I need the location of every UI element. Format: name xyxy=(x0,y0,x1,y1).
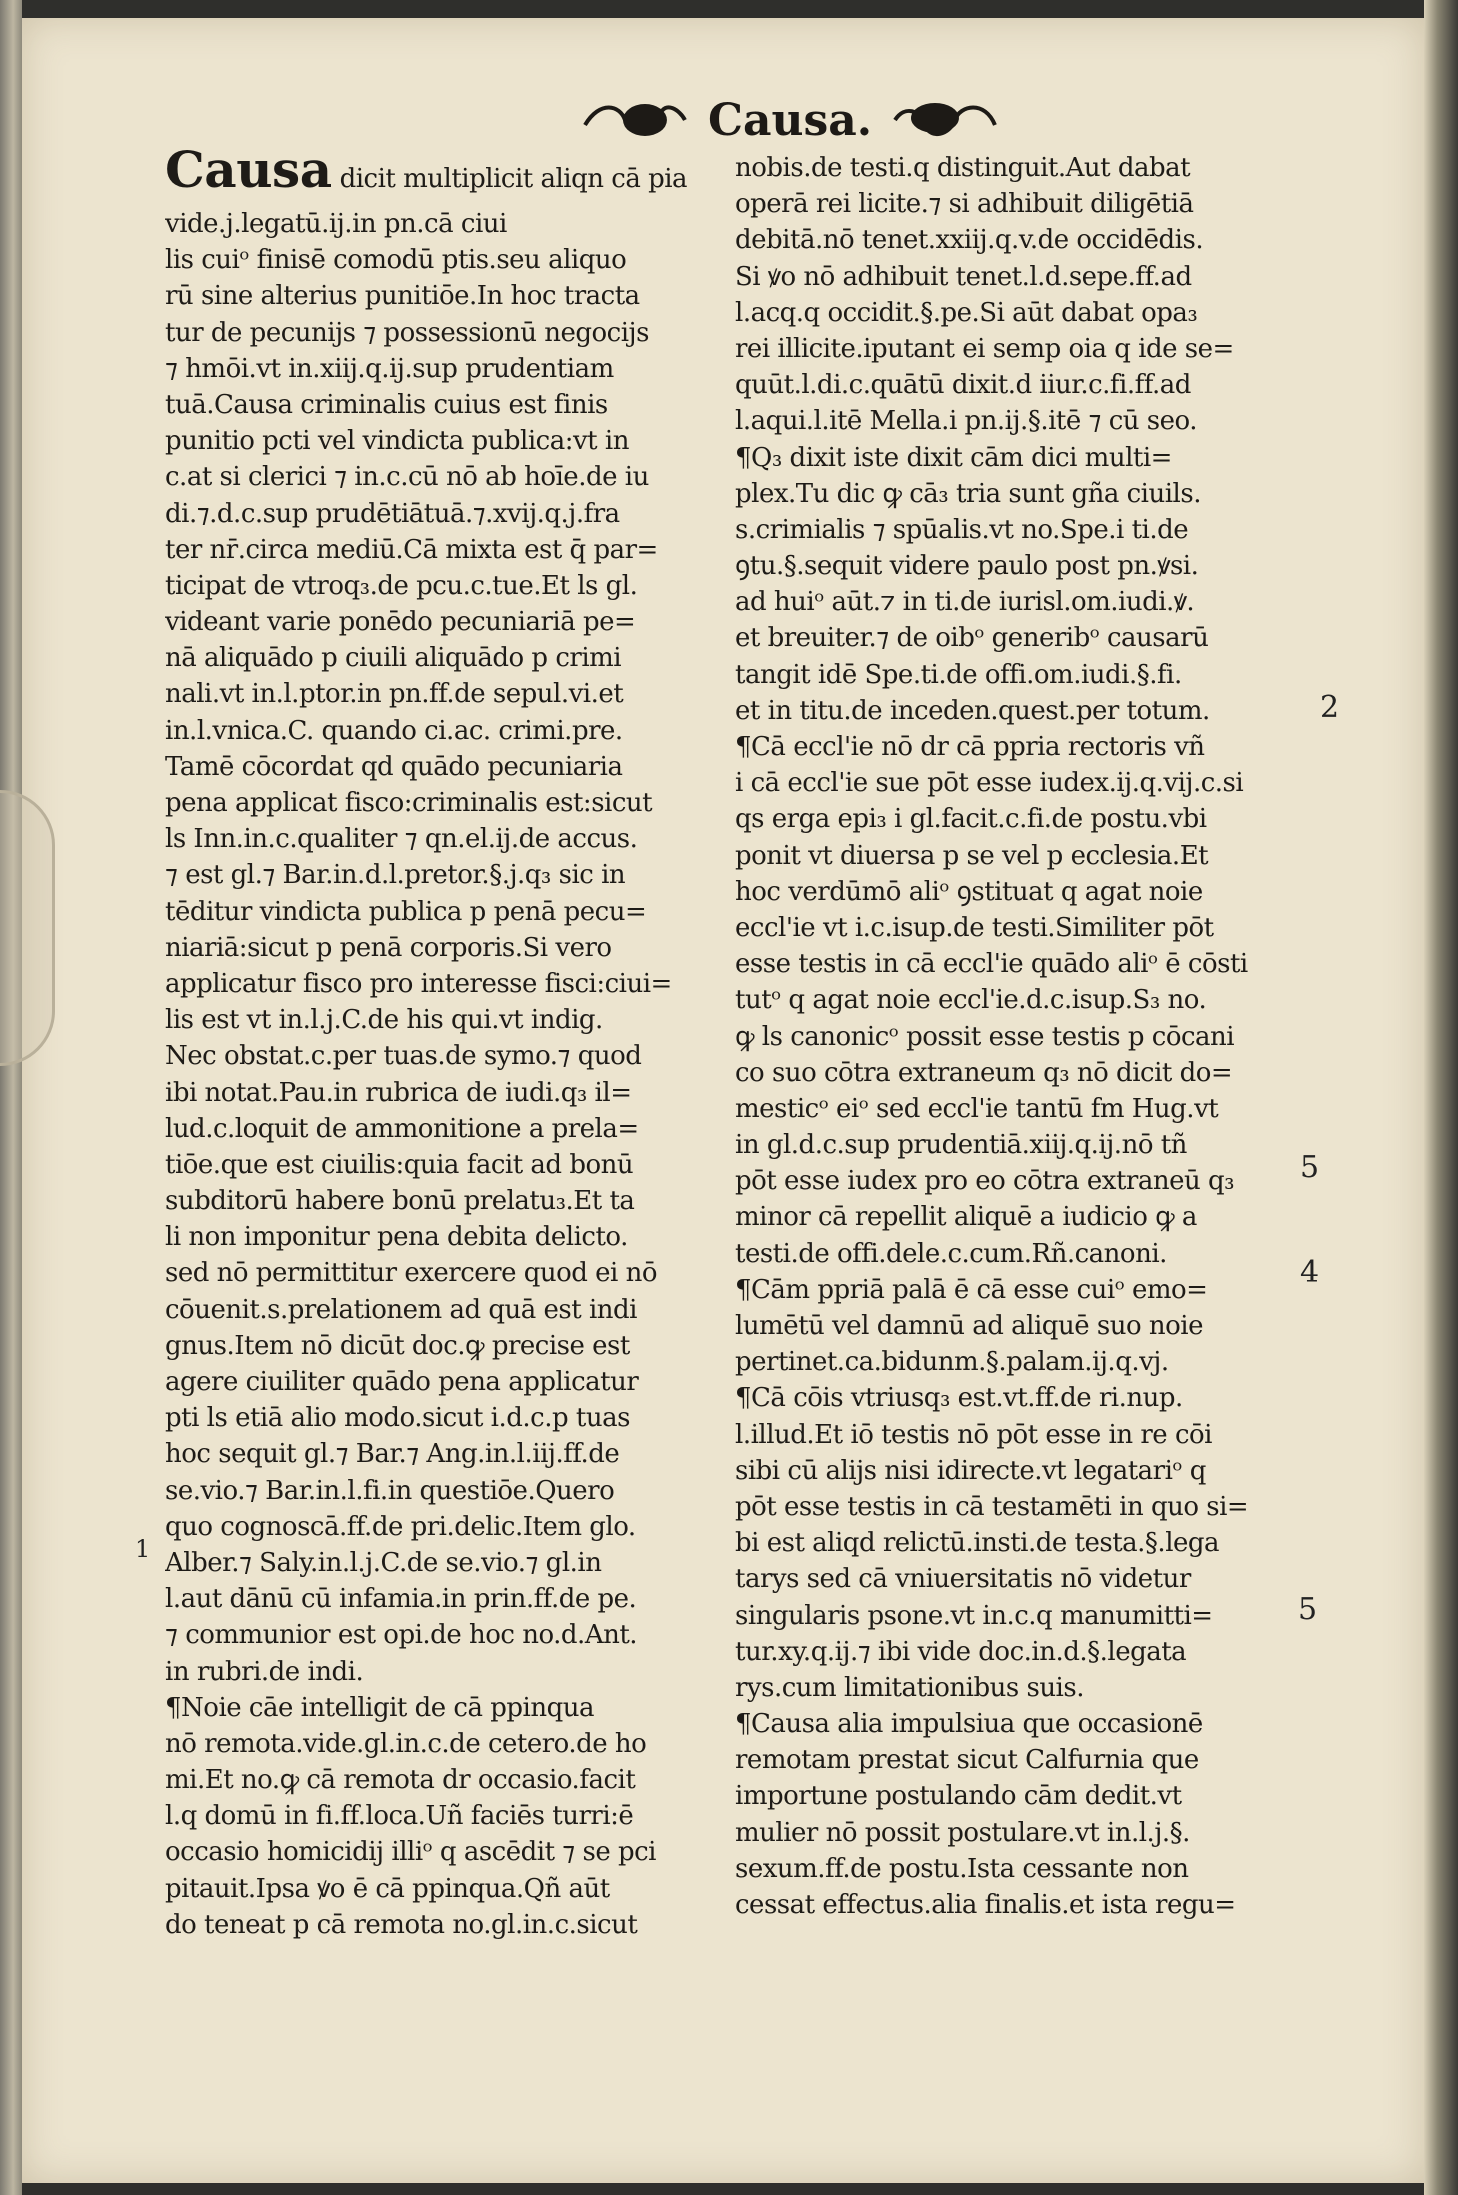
text-line: sed nō permittitur exercere quod ei nō xyxy=(165,1258,658,1289)
text-line-content: dicit multiplicit aliqn cā pia xyxy=(339,164,688,194)
text-line: testi.de offi.dele.c.cum.Rñ.canoni. xyxy=(735,1238,1167,1269)
clasp-shadow xyxy=(0,790,55,1066)
text-line: tuā.Causa criminalis cuius est finis xyxy=(165,389,608,420)
text-line: Tamē cōcordat qd quādo pecuniaria xyxy=(165,751,623,782)
text-line: subditorū habere bonū prelatu₃.Et ta xyxy=(165,1186,635,1217)
text-line: singularis psone.vt in.c.q manumitti= xyxy=(735,1600,1213,1631)
text-line: co suo cōtra extraneum q₃ nō dicit do= xyxy=(735,1057,1233,1088)
text-line: lis cuiᵒ finisē comodū ptis.seu aliquo xyxy=(165,245,627,276)
text-line: ad huiᵒ aūt.⁊ in ti.de iurisl.om.iudi.ꝟ. xyxy=(735,587,1195,618)
text-line: ¶Q₃ dixit iste dixit cām dici multi= xyxy=(735,442,1172,473)
text-line: rū sine alterius punitiōe.In hoc tracta xyxy=(165,281,640,312)
text-line: in gl.d.c.sup prudentiā.xiij.q.ij.nō tñ xyxy=(735,1130,1187,1161)
text-line: punitio pcti vel vindicta publica:vt in xyxy=(165,426,629,457)
text-line: pōt esse testis in cā testamēti in quo si= xyxy=(735,1491,1249,1522)
text-line: tutᵒ q agat noie eccl'ie.d.c.isup.S₃ no. xyxy=(735,985,1207,1016)
text-line: mi.Et no.ꝙ cā remota dr occasio.facit xyxy=(165,1765,636,1796)
right-text-column xyxy=(735,150,1295,1923)
text-line: ¶Cā eccl'ie nō dr cā ppria rectoris vñ xyxy=(735,732,1205,762)
text-line: do teneat p cā remota no.gl.in.c.sicut xyxy=(165,1909,638,1940)
text-line: i cā eccl'ie sue pōt esse iudex.ij.q.vij.c.si xyxy=(735,768,1244,799)
text-line: hoc verdūmō aliᵒ ꝯstituat q agat noie xyxy=(735,876,1203,907)
running-title: Causa. xyxy=(707,94,873,146)
margin-note: 4 xyxy=(1300,1255,1320,1290)
text-line: pti ls etiā alio modo.sicut i.d.c.p tuas xyxy=(165,1403,630,1434)
text-line: se.vio.⁊ Bar.in.l.fi.in questiōe.Quero xyxy=(165,1475,615,1506)
text-line: eccl'ie vt i.c.isup.de testi.Similiter pōt xyxy=(735,912,1214,943)
text-line: tangit idē Spe.ti.de offi.om.iudi.§.fi. xyxy=(735,659,1182,690)
text-line: cōuenit.s.prelationem ad quā est indi xyxy=(165,1294,637,1325)
text-line: l.acq.q occidit.§.pe.Si aūt dabat opa₃ xyxy=(735,297,1198,328)
text-line: plex.Tu dic ꝙ cā₃ tria sunt gña ciuils. xyxy=(735,478,1201,509)
margin-note: 2 xyxy=(1320,690,1340,725)
text-line: lumētū vel damnū ad aliquē suo noie xyxy=(735,1311,1203,1341)
text-line: l.q domū in fi.ff.loca.Uñ faciēs turri:ē xyxy=(165,1801,634,1832)
text-line: lud.c.loquit de ammonitione a prela= xyxy=(165,1113,639,1144)
left-text-column xyxy=(165,150,720,1943)
page-fore-edge xyxy=(1424,0,1458,2195)
text-line: ꝯtu.§.sequit videre paulo post pn.ꝟsi. xyxy=(735,551,1199,582)
text-line: tiōe.que est ciuilis:quia facit ad bonū xyxy=(165,1149,634,1180)
text-line: nobis.de testi.q distinguit.Aut dabat xyxy=(735,153,1191,183)
text-line: in rubri.de indi. xyxy=(165,1656,364,1687)
text-line: rys.cum limitationibus suis. xyxy=(735,1672,1084,1703)
text-line: l.aqui.l.itē Mella.i pn.ij.§.itē ⁊ cū seo. xyxy=(735,406,1197,437)
text-line: hoc sequit gl.⁊ Bar.⁊ Ang.in.l.iij.ff.de xyxy=(165,1439,620,1470)
text-line: operā rei licite.⁊ si adhibuit diligētiā xyxy=(735,189,1194,220)
margin-note: 1 xyxy=(135,1535,151,1563)
text-line: tur.xy.q.ij.⁊ ibi vide doc.in.d.§.legata xyxy=(735,1636,1187,1667)
text-line: nā aliquādo p ciuili aliquādo p crimi xyxy=(165,643,622,674)
text-line: qs erga epi₃ i gl.facit.c.fi.de postu.vbi xyxy=(735,804,1207,835)
text-line: debitā.nō tenet.xxiij.q.v.de occidēdis. xyxy=(735,225,1204,256)
text-line: pōt esse iudex pro eo cōtra extraneū q₃ xyxy=(735,1166,1235,1197)
text-line: ter nr̄.circa mediū.Cā mixta est q̄ par= xyxy=(165,534,658,565)
text-line: ⁊ hmōi.vt in.xiij.q.ij.sup prudentiam xyxy=(165,353,614,384)
text-line: cessat effectus.alia finalis.et ista regu= xyxy=(735,1890,1236,1920)
text-line: niariā:sicut p penā corporis.Si vero xyxy=(165,932,612,963)
text-line: et in titu.de inceden.quest.per totum. xyxy=(735,695,1210,726)
text-line: tēditur vindicta publica p penā pecu= xyxy=(165,896,647,927)
text-line: tur de pecunijs ⁊ possessionū negocijs xyxy=(165,317,649,348)
margin-note: 5 xyxy=(1300,1150,1320,1185)
text-line: Alber.⁊ Saly.in.l.j.C.de se.vio.⁊ gl.in xyxy=(165,1547,602,1578)
text-line: lis est vt in.l.j.C.de his qui.vt indig. xyxy=(165,1005,603,1036)
margin-note: 5 xyxy=(1298,1592,1318,1627)
text-line: ꝙ ls canonicᵒ possit esse testis p cōcani xyxy=(735,1021,1235,1052)
text-line: vide.j.legatū.ij.in pn.cā ciui xyxy=(165,209,507,239)
text-line: li non imponitur pena debita delicto. xyxy=(165,1222,628,1253)
text-line: ¶Noie cāe intelligit de cā ppinqua xyxy=(165,1692,594,1723)
text-line: ¶Cā cōis vtriusq₃ est.vt.ff.de ri.nup. xyxy=(735,1383,1183,1414)
lemma-causa: Causa xyxy=(165,150,332,199)
text-line: nali.vt in.l.ptor.in pn.ff.de sepul.vi.et xyxy=(165,679,624,710)
text-line: l.aut dānū cū infamia.in prin.ff.de pe. xyxy=(165,1584,637,1615)
text-line: mesticᵒ eiᵒ sed eccl'ie tantū fm Hug.vt xyxy=(735,1093,1219,1124)
text-line: agere ciuiliter quādo pena applicatur xyxy=(165,1367,639,1397)
text-line: pena applicat fisco:criminalis est:sicut xyxy=(165,788,653,818)
text-line: ibi notat.Pau.in rubrica de iudi.q₃ il= xyxy=(165,1077,632,1108)
text-line: Nec obstat.c.per tuas.de symo.⁊ quod xyxy=(165,1041,642,1072)
text-line: bi est aliqd relictū.insti.de testa.§.lega xyxy=(735,1528,1220,1559)
text-line: ls Inn.in.c.qualiter ⁊ qn.el.ij.de accus. xyxy=(165,824,638,855)
text-line: minor cā repellit aliquē a iudicio ꝙ a xyxy=(735,1202,1197,1233)
book-binding xyxy=(0,0,22,2195)
text-line: quo cognoscā.ff.de pri.delic.Item glo. xyxy=(165,1511,636,1542)
text-line xyxy=(165,150,720,206)
text-line: rei illicite.iputant ei semp oia q ide se= xyxy=(735,333,1234,364)
text-line: occasio homicidij illiᵒ q ascēdit ⁊ se pci xyxy=(165,1837,657,1868)
text-line: Si ꝟo nō adhibuit tenet.l.d.sepe.ff.ad xyxy=(735,261,1192,292)
text-line: importune postulando cām dedit.vt xyxy=(735,1781,1182,1812)
text-line: l.illud.Et iō testis nō pōt esse in re cōi xyxy=(735,1419,1212,1450)
text-line: nō remota.vide.gl.in.c.de cetero.de ho xyxy=(165,1728,647,1759)
page-header xyxy=(580,80,1000,160)
text-line: gnus.Item nō dicūt doc.ꝙ precise est xyxy=(165,1330,630,1361)
text-line: pitauit.Ipsa ꝟo ē cā ppinqua.Qñ aūt xyxy=(165,1873,610,1904)
text-line: et breuiter.⁊ de oibᵒ generibᵒ causarū xyxy=(735,623,1209,654)
text-line: tarys sed cā vniuersitatis nō videtur xyxy=(735,1564,1191,1595)
text-line: in.l.vnica.C. quando ci.ac. crimi.pre. xyxy=(165,715,623,746)
left-flourish-ornament xyxy=(580,90,690,150)
text-line: ⁊ est gl.⁊ Bar.in.d.l.pretor.§.j.q₃ sic in xyxy=(165,860,626,891)
text-line: applicatur fisco pro interesse fisci:ciui= xyxy=(165,968,672,999)
text-line: c.at si clerici ⁊ in.c.cū nō ab hoīe.de iu xyxy=(165,462,649,493)
text-line: mulier nō possit postulare.vt in.l.j.§. xyxy=(735,1817,1190,1848)
text-line: quūt.l.di.c.quātū dixit.d iiur.c.fi.ff.ad xyxy=(735,370,1191,401)
text-line: ⁊ communior est opi.de hoc no.d.Ant. xyxy=(165,1620,638,1651)
text-line: sexum.ff.de postu.Ista cessante non xyxy=(735,1853,1189,1884)
text-line: ¶Cām ppriā palā ē cā esse cuiᵒ emo= xyxy=(735,1274,1208,1305)
text-line: sibi cū alijs nisi idirecte.vt legatariᵒ q xyxy=(735,1455,1206,1486)
text-line: videant varie ponēdo pecuniariā pe= xyxy=(165,607,636,638)
text-line: ¶Causa alia impulsiua que occasionē xyxy=(735,1709,1203,1740)
text-line: remotam prestat sicut Calfurnia que xyxy=(735,1745,1199,1776)
text-line: di.⁊.d.c.sup prudētiātuā.⁊.xvij.q.j.fra xyxy=(165,498,620,529)
right-flourish-ornament xyxy=(890,90,1000,150)
text-line: ticipat de vtroq₃.de pcu.c.tue.Et ls gl. xyxy=(165,570,638,601)
text-line: s.crimialis ⁊ spūalis.vt no.Spe.i ti.de xyxy=(735,514,1189,545)
text-line: esse testis in cā eccl'ie quādo aliᵒ ē cōsti xyxy=(735,949,1248,980)
text-line: ponit vt diuersa p se vel p ecclesia.Et xyxy=(735,840,1209,871)
text-line: pertinet.ca.bidunm.§.palam.ij.q.vj. xyxy=(735,1347,1169,1378)
